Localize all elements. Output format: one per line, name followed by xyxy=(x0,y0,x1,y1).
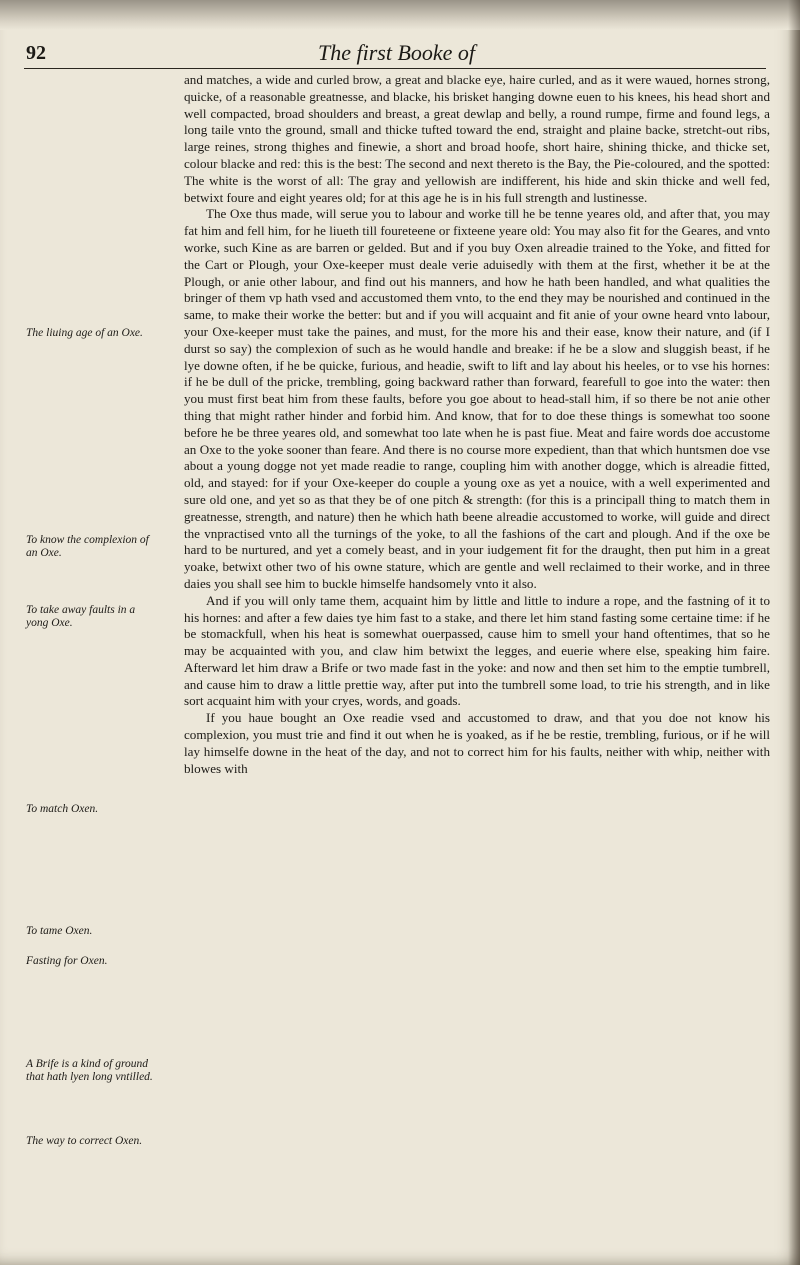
margin-note-faults: To take away faults in a yong Oxe. xyxy=(26,604,136,629)
body-text xyxy=(184,72,770,777)
margin-note-fasting: Fasting for Oxen. xyxy=(26,955,108,967)
page-number: 92 xyxy=(26,42,46,64)
paragraph-correcting: If you haue bought an Oxe readie vsed and accustomed to draw, and that you doe not know his complexion, you must trie and find it out when he is yoaked, as if he be restie, trembling, furious, or if he will lay himselfe downe in the heat of the day, and not to correct him for his faults, neither with whip, neither with blowes with xyxy=(184,710,770,776)
margin-note-match: To match Oxen. xyxy=(26,803,99,815)
paragraph-description: and matches, a wide and curled brow, a great and blacke eye, haire curled, and as it were waued, hornes strong, quicke, of a reasonable greatnesse, and blacke, his brisket hanging downe euen to his knees, his head short and well compacted, broad shoulders and breast, a great dewlap and belly, a round rumpe, firme and found legs, a long taile vnto the ground, small and thicke tufted toward the end, straight and plaine backe, stretcht-out ribs, large reines, strong thighes and finewie, a short and broad hoofe, short haire, shining thicke, and thicke set, colour blacke and red: this is the best: The second and next thereto is the Bay, the Pie-coloured, and the spotted: The white is the worst of all: The gray and yellowish are indifferent, his hide and skin thicke and well fed, betwixt foure and eight yeares old; for at this age he is in his full strength and lustinesse. xyxy=(184,72,770,205)
top-shadow xyxy=(0,0,800,30)
paragraph-age-and-training: The Oxe thus made, will serue you to labour and worke till he be tenne yeares old, and after that, you may fat him and fell him, for he liueth till foureteene or fixteene yeare old: You may also fit for the Geares, and vnto worke, such Kine as are barren or gelded. But and if you buy Oxen alreadie trained to the Yoke, and fitted for the Cart or Plough, your Oxe-keeper must deale verie aduisedly with them at the first, whether it be at the Plough, or anie other labour, and find out his manners, and how he hath been handled, and what qualities the bringer of them vp hath vsed and accustomed them vnto, to the end they may be nourished and continued in the same, to make their worke the better: but and if you will acquaint and fit anie of your owne heard vnto labour, your Oxe-keeper must take the paines, and must, for the more his and their ease, know their nature, and (if I durst so say) the complexion of such as he would handle and breake: if he be a slow and sluggish beast, if he lye downe often, if he be quicke, furious, and headie, swift to lift and lay about his heeles, or to vse his hornes: if he be dull of the pricke, trembling, going backward rather than forward, fearefull to goe into the water: then you must first beat him from these faults, before you goe about to head-stall him, if so there be not anie other thing that might rather hinder and forbid him. And know, that for to doe these things is somewhat too soone before he be three yeares old, and somewhat too late when he is past fiue. Meat and faire words doe accustome an Oxe to the yoke sooner than feare. And there is no course more expedient, than that which huntsmen doe vse about a young dogge not yet made readie to range, coupling him with another dogge, which is alreadie fitted, old, and stayed: for if your Oxe-keeper do couple a young oxe as yet a nouice, with a well experimented and sure old one, and yet so as that they be of one pitch & strength: (for this is a principall thing to match them in greatnesse, strength, and nature) then he which hath beene alreadie accustomed to worke, will guide and direct the vnpractised vnto all the turnings of the yoke, to all the fashions of the cart and plough. And if the oxe be hard to be nurtured, and yet a comely beast, and in your iudgement fit for the draught, then put him in a great yoake, betwixt other two of his owne stature, which are gentle and well reclaimed to their worke, and in three daies you shall see him to buckle himselfe handsomely vnto it also. xyxy=(184,206,770,591)
margin-note-brife: A Brife is a kind of ground that hath lyen long vntilled. xyxy=(26,1058,153,1083)
running-head: The first Booke of xyxy=(318,40,476,65)
margin-note-complexion: To know the complexion of an Oxe. xyxy=(26,534,149,559)
margin-note-tame: To tame Oxen. xyxy=(26,925,93,937)
margin-note-correct: The way to correct Oxen. xyxy=(26,1135,143,1147)
page-edge-shadow xyxy=(788,0,800,1265)
header-rule xyxy=(24,68,766,69)
margin-note-living-age: The liuing age of an Oxe. xyxy=(26,327,143,339)
paragraph-taming: And if you will only tame them, acquaint him by little and little to indure a rope, and the fastning of it to his hornes: and after a few daies tye him fast to a stake, and there let him stand fasting some certaine time: if he be stomackfull, when his heat is somewhat ouerpassed, cause him to smell your hand oftentimes, that so he may be acquainted with you, and claw him betwixt the legges, and euerie where else, speaking him faire. Afterward let him draw a Brife or two made fast in the yoke: and now and then set him to the emptie tumbrell, and cause him to draw a little prettie way, after put into the tumbrell some load, to trie his strength, and in like sort acquaint him with your cryes, words, and goads. xyxy=(184,592,770,709)
